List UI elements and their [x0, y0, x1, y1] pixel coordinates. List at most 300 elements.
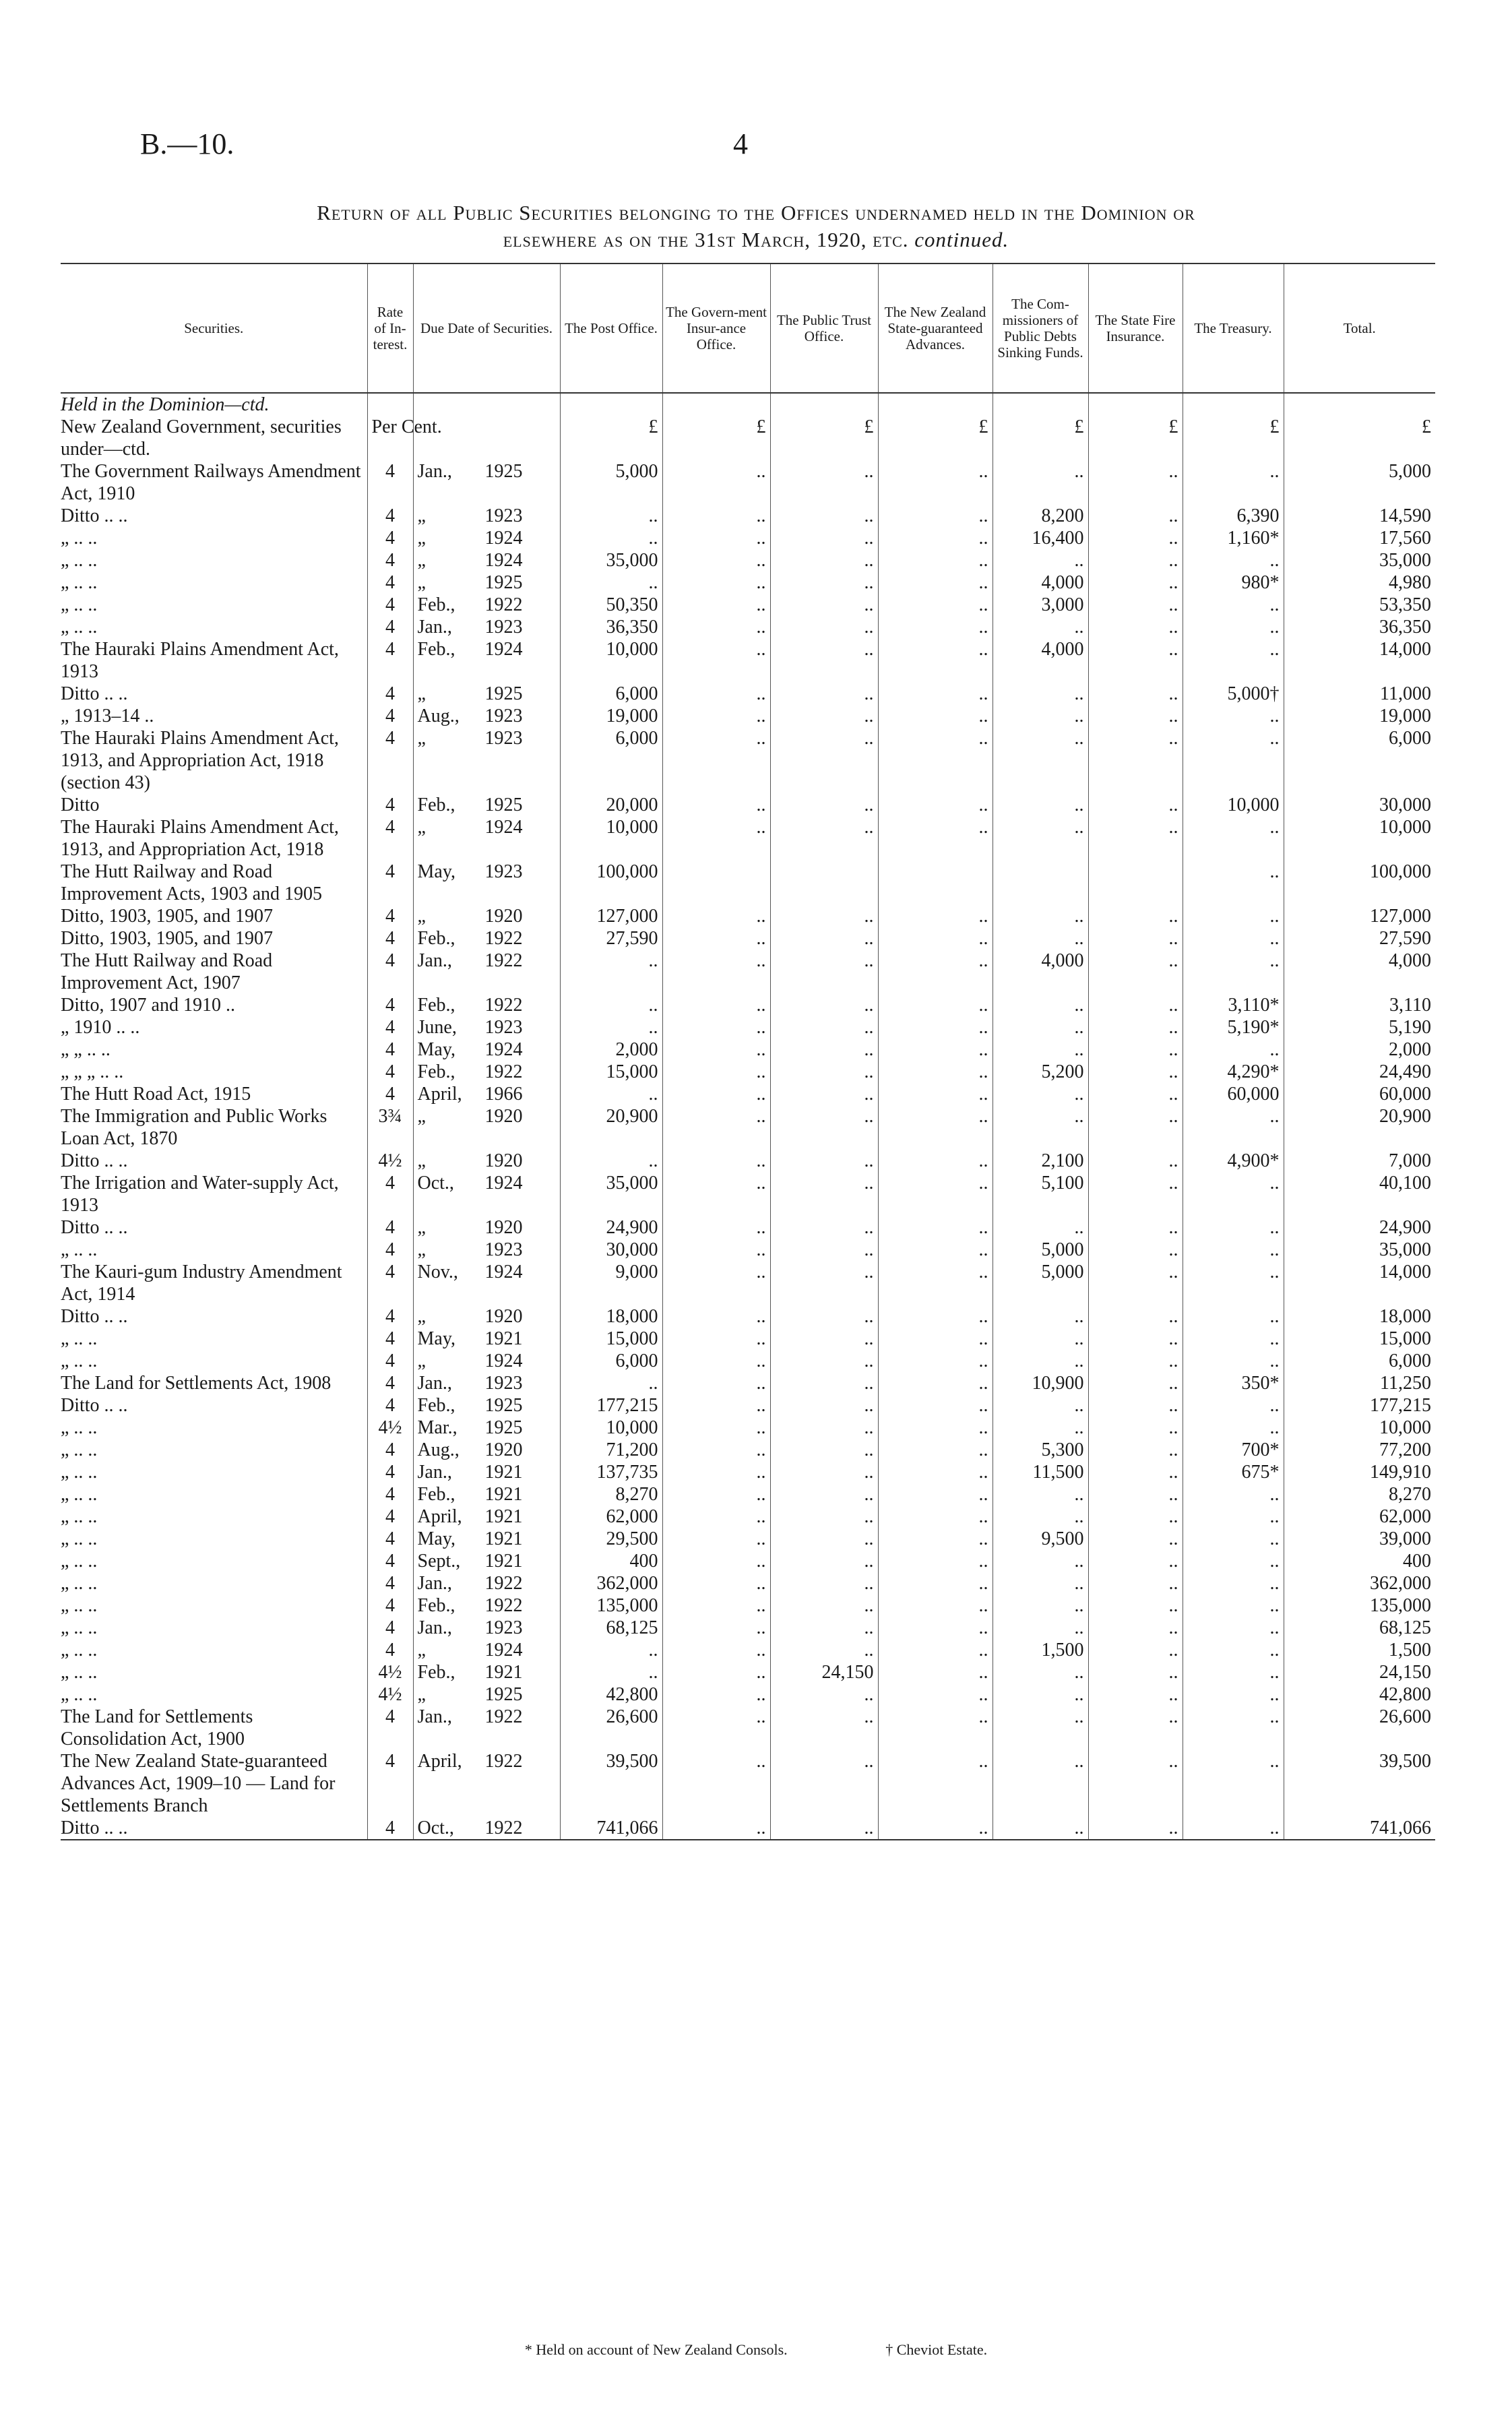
cell-public-trust: .. — [770, 927, 878, 950]
cell-due-date — [413, 1150, 560, 1172]
cell-public-trust: 24,150 — [770, 1661, 878, 1683]
cell-rate: 4 — [367, 1750, 413, 1817]
cell-state-fire: .. — [1088, 1350, 1183, 1372]
cell-total: 5,000 — [1284, 460, 1435, 505]
cell-treasury: 6,390 — [1183, 505, 1284, 527]
cell-total: 15,000 — [1284, 1328, 1435, 1350]
cell-total: 11,000 — [1284, 683, 1435, 705]
due-year: 1925 — [484, 1684, 523, 1705]
cell-security: „ .. .. — [61, 594, 98, 615]
cell-state-advances — [878, 393, 993, 416]
due-year: 1923 — [484, 1617, 523, 1638]
cell-security: „ .. .. — [61, 1328, 98, 1349]
cell-state-advances: .. — [878, 1706, 993, 1750]
cell-public-trust: .. — [770, 727, 878, 794]
table-row — [61, 1105, 1435, 1150]
cell-post-office: £ — [560, 416, 662, 460]
cell-total: 4,000 — [1284, 950, 1435, 994]
col-header-total: Total. — [1284, 263, 1435, 393]
cell-total: 14,000 — [1284, 1261, 1435, 1305]
due-month: Feb., — [417, 1595, 455, 1616]
due-year: 1922 — [484, 928, 523, 949]
cell-state-fire: .. — [1088, 1083, 1183, 1105]
cell-due-date — [413, 1417, 560, 1439]
cell-government-insurance: .. — [662, 1372, 770, 1394]
cell-state-fire: .. — [1088, 1150, 1183, 1172]
cell-treasury: .. — [1183, 1216, 1284, 1239]
cell-total — [1284, 393, 1435, 416]
cell-rate: 4 — [367, 527, 413, 549]
cell-government-insurance: .. — [662, 1417, 770, 1439]
cell-state-fire: .. — [1088, 616, 1183, 638]
cell-public-trust: .. — [770, 794, 878, 816]
cell-security: Ditto .. .. — [61, 1217, 128, 1238]
cell-security: The Kauri-gum Industry Amendment Act, 1914 — [61, 1262, 342, 1305]
cell-state-advances: .. — [878, 1528, 993, 1550]
cell-public-trust — [770, 393, 878, 416]
cell-government-insurance: .. — [662, 1061, 770, 1083]
cell-state-advances: .. — [878, 1417, 993, 1439]
cell-due-date — [413, 1572, 560, 1594]
cell-public-trust: .. — [770, 1550, 878, 1572]
cell-rate: 4 — [367, 1328, 413, 1350]
cell-state-fire: .. — [1088, 638, 1183, 683]
due-year: 1925 — [484, 795, 523, 815]
cell-sinking-funds: .. — [993, 905, 1088, 927]
cell-government-insurance: .. — [662, 571, 770, 594]
cell-total: 35,000 — [1284, 1239, 1435, 1261]
cell-security: „ 1913–14 .. — [61, 706, 154, 726]
cell-sinking-funds: .. — [993, 705, 1088, 727]
table-row — [61, 927, 1435, 950]
cell-due-date — [413, 571, 560, 594]
cell-rate: 4½ — [367, 1417, 413, 1439]
cell-due-date — [413, 1528, 560, 1550]
document-title — [40, 199, 1472, 253]
cell-government-insurance: .. — [662, 816, 770, 861]
cell-security: Ditto, 1903, 1905, and 1907 — [61, 906, 273, 927]
due-year: 1921 — [484, 1328, 523, 1349]
cell-public-trust: .. — [770, 1372, 878, 1394]
cell-state-advances: .. — [878, 1083, 993, 1105]
table-row — [61, 1061, 1435, 1083]
cell-sinking-funds: .. — [993, 1038, 1088, 1061]
table-row — [61, 705, 1435, 727]
due-year: 1920 — [484, 906, 523, 927]
cell-government-insurance: .. — [662, 1394, 770, 1417]
table-row — [61, 1350, 1435, 1372]
due-month: April, — [417, 1084, 462, 1105]
due-year: 1922 — [484, 1573, 523, 1594]
table-row — [61, 1083, 1435, 1105]
cell-state-fire: .. — [1088, 727, 1183, 794]
cell-total: 5,190 — [1284, 1016, 1435, 1038]
cell-government-insurance: .. — [662, 1661, 770, 1683]
cell-due-date — [413, 460, 560, 505]
due-year: 1923 — [484, 1373, 523, 1394]
cell-rate: 4 — [367, 1594, 413, 1617]
due-month: Feb., — [417, 995, 455, 1016]
cell-government-insurance: .. — [662, 1083, 770, 1105]
due-month: „ — [417, 1351, 426, 1371]
table-row — [61, 416, 1435, 460]
table-row — [61, 616, 1435, 638]
table-row — [61, 638, 1435, 683]
cell-public-trust: .. — [770, 1817, 878, 1840]
cell-state-fire: .. — [1088, 1594, 1183, 1617]
cell-post-office: .. — [560, 505, 662, 527]
due-year: 1924 — [484, 1039, 523, 1060]
cell-state-advances: .. — [878, 683, 993, 705]
table-row — [61, 1594, 1435, 1617]
cell-due-date — [413, 416, 560, 460]
cell-treasury: .. — [1183, 1528, 1284, 1550]
due-year: 1923 — [484, 706, 523, 726]
cell-government-insurance: .. — [662, 1038, 770, 1061]
cell-post-office: .. — [560, 1150, 662, 1172]
table-row — [61, 1706, 1435, 1750]
cell-state-fire: .. — [1088, 1061, 1183, 1083]
due-year: 1922 — [484, 950, 523, 971]
cell-treasury — [1183, 393, 1284, 416]
cell-total: 30,000 — [1284, 794, 1435, 816]
cell-public-trust: .. — [770, 950, 878, 994]
cell-post-office: 177,215 — [560, 1394, 662, 1417]
table-row — [61, 950, 1435, 994]
cell-treasury: .. — [1183, 1572, 1284, 1594]
cell-post-office: 27,590 — [560, 927, 662, 950]
cell-sinking-funds: 11,500 — [993, 1461, 1088, 1483]
cell-rate: 4 — [367, 1216, 413, 1239]
cell-government-insurance: .. — [662, 1461, 770, 1483]
cell-due-date — [413, 705, 560, 727]
cell-security: „ .. .. — [61, 1573, 98, 1594]
due-month: Feb., — [417, 1484, 455, 1505]
cell-security: Ditto, 1907 and 1910 .. — [61, 995, 235, 1016]
cell-treasury: .. — [1183, 1417, 1284, 1439]
due-month: „ — [417, 817, 426, 838]
cell-rate — [367, 393, 413, 416]
due-year: 1921 — [484, 1528, 523, 1549]
due-month: April, — [417, 1506, 462, 1527]
cell-total: 177,215 — [1284, 1394, 1435, 1417]
cell-post-office: 8,270 — [560, 1483, 662, 1506]
cell-state-fire: .. — [1088, 1305, 1183, 1328]
due-month: Nov., — [417, 1262, 458, 1282]
table-row — [61, 571, 1435, 594]
cell-total: 2,000 — [1284, 1038, 1435, 1061]
due-year: 1924 — [484, 1262, 523, 1282]
cell-security: The Hauraki Plains Amendment Act, 1913 — [61, 639, 339, 682]
cell-government-insurance: .. — [662, 1506, 770, 1528]
cell-rate: 4 — [367, 1172, 413, 1216]
cell-post-office: 127,000 — [560, 905, 662, 927]
cell-government-insurance: .. — [662, 950, 770, 994]
cell-public-trust: .. — [770, 994, 878, 1016]
cell-sinking-funds: 5,300 — [993, 1439, 1088, 1461]
cell-due-date — [413, 1328, 560, 1350]
cell-state-fire: .. — [1088, 505, 1183, 527]
cell-state-fire: .. — [1088, 950, 1183, 994]
cell-state-fire: .. — [1088, 1683, 1183, 1706]
cell-government-insurance: .. — [662, 1528, 770, 1550]
cell-rate: 4 — [367, 927, 413, 950]
cell-post-office: 20,900 — [560, 1105, 662, 1150]
cell-government-insurance: .. — [662, 505, 770, 527]
table-row — [61, 1439, 1435, 1461]
cell-government-insurance: .. — [662, 1150, 770, 1172]
cell-treasury: .. — [1183, 1661, 1284, 1683]
cell-state-advances: .. — [878, 794, 993, 816]
table-row — [61, 505, 1435, 527]
cell-public-trust: .. — [770, 616, 878, 638]
cell-treasury: .. — [1183, 927, 1284, 950]
cell-state-advances: .. — [878, 594, 993, 616]
cell-public-trust: .. — [770, 1105, 878, 1150]
cell-government-insurance: .. — [662, 1817, 770, 1840]
due-year: 1920 — [484, 1106, 523, 1127]
cell-treasury: .. — [1183, 1172, 1284, 1216]
cell-treasury: 1,160* — [1183, 527, 1284, 549]
cell-state-fire: .. — [1088, 1661, 1183, 1683]
col-header-securities: Securities. — [61, 263, 367, 393]
cell-post-office: 5,000 — [560, 460, 662, 505]
cell-sinking-funds: .. — [993, 1617, 1088, 1639]
cell-sinking-funds: .. — [993, 1394, 1088, 1417]
cell-treasury: 60,000 — [1183, 1083, 1284, 1105]
cell-post-office: 68,125 — [560, 1617, 662, 1639]
cell-due-date — [413, 1061, 560, 1083]
table-row — [61, 527, 1435, 549]
cell-rate: 4 — [367, 1083, 413, 1105]
cell-due-date — [413, 1683, 560, 1706]
cell-post-office: 741,066 — [560, 1817, 662, 1840]
cell-total: 11,250 — [1284, 1372, 1435, 1394]
cell-rate: 4 — [367, 1239, 413, 1261]
cell-sinking-funds: .. — [993, 460, 1088, 505]
cell-government-insurance: .. — [662, 1350, 770, 1372]
due-month: April, — [417, 1751, 462, 1772]
cell-security: The New Zealand State-guaranteed Advances Act, 1909–10 — Land for Settlements Branch — [61, 1751, 336, 1816]
cell-treasury: .. — [1183, 1506, 1284, 1528]
cell-security: The Hauraki Plains Amendment Act, 1913, and Appropriation Act, 1918 — [61, 817, 339, 860]
due-year: 1924 — [484, 1351, 523, 1371]
due-year: 1923 — [484, 1017, 523, 1038]
cell-rate: 4 — [367, 994, 413, 1016]
cell-rate: 4 — [367, 1550, 413, 1572]
cell-public-trust: .. — [770, 1150, 878, 1172]
cell-rate: 4 — [367, 616, 413, 638]
cell-public-trust: .. — [770, 1172, 878, 1216]
cell-due-date — [413, 1038, 560, 1061]
cell-security: „ .. .. — [61, 1662, 98, 1683]
due-month: „ — [417, 728, 426, 749]
cell-state-advances: .. — [878, 1550, 993, 1572]
due-month: May, — [417, 861, 456, 882]
table-row — [61, 1483, 1435, 1506]
cell-rate: 4 — [367, 1261, 413, 1305]
cell-state-fire: .. — [1088, 1216, 1183, 1239]
cell-post-office: 15,000 — [560, 1061, 662, 1083]
cell-due-date — [413, 927, 560, 950]
cell-rate: 4 — [367, 1639, 413, 1661]
cell-due-date — [413, 549, 560, 571]
cell-government-insurance — [662, 861, 770, 905]
due-month: Jan., — [417, 617, 452, 638]
cell-treasury: .. — [1183, 1706, 1284, 1750]
due-month: Feb., — [417, 1395, 455, 1416]
col-header-treasury: The Treasury. — [1183, 263, 1284, 393]
due-year: 1923 — [484, 728, 523, 749]
cell-state-fire: .. — [1088, 1506, 1183, 1528]
cell-post-office: .. — [560, 1372, 662, 1394]
cell-due-date — [413, 1439, 560, 1461]
cell-post-office: 26,600 — [560, 1706, 662, 1750]
cell-rate: 4 — [367, 1350, 413, 1372]
cell-security: Held in the Dominion—ctd. — [61, 394, 270, 415]
cell-rate: 4 — [367, 1706, 413, 1750]
cell-treasury: 980* — [1183, 571, 1284, 594]
cell-public-trust: .. — [770, 1506, 878, 1528]
table-row — [61, 1617, 1435, 1639]
cell-treasury: 5,190* — [1183, 1016, 1284, 1038]
due-month: Mar., — [417, 1417, 458, 1438]
cell-government-insurance: £ — [662, 416, 770, 460]
page-header — [140, 127, 1400, 167]
col-header-post-office: The Post Office. — [560, 263, 662, 393]
table-row — [61, 1305, 1435, 1328]
cell-post-office: .. — [560, 571, 662, 594]
cell-sinking-funds: .. — [993, 1506, 1088, 1528]
cell-post-office: 29,500 — [560, 1528, 662, 1550]
cell-due-date — [413, 1105, 560, 1150]
due-year: 1922 — [484, 1706, 523, 1727]
cell-state-advances: .. — [878, 1506, 993, 1528]
table-body — [61, 393, 1435, 1840]
cell-total: 362,000 — [1284, 1572, 1435, 1594]
cell-total: 4,980 — [1284, 571, 1435, 594]
due-month: May, — [417, 1528, 456, 1549]
cell-total: 35,000 — [1284, 549, 1435, 571]
cell-government-insurance: .. — [662, 1216, 770, 1239]
table-row — [61, 1639, 1435, 1661]
cell-sinking-funds: .. — [993, 1550, 1088, 1572]
cell-post-office: 39,500 — [560, 1750, 662, 1817]
table-row — [61, 1038, 1435, 1061]
cell-sinking-funds: .. — [993, 1483, 1088, 1506]
cell-rate: 4½ — [367, 1683, 413, 1706]
cell-rate: 4 — [367, 1016, 413, 1038]
cell-rate: 4 — [367, 1305, 413, 1328]
cell-total: 149,910 — [1284, 1461, 1435, 1483]
cell-sinking-funds: .. — [993, 816, 1088, 861]
cell-government-insurance: .. — [662, 1261, 770, 1305]
cell-security: The Hutt Road Act, 1915 — [61, 1084, 251, 1105]
cell-state-fire: .. — [1088, 1461, 1183, 1483]
due-year: 1925 — [484, 461, 523, 482]
cell-public-trust: .. — [770, 1572, 878, 1594]
cell-security: Ditto .. .. — [61, 1306, 128, 1327]
cell-state-advances: .. — [878, 927, 993, 950]
cell-post-office: 10,000 — [560, 1417, 662, 1439]
cell-government-insurance: .. — [662, 1328, 770, 1350]
cell-due-date — [413, 1550, 560, 1572]
table-row — [61, 1261, 1435, 1305]
cell-due-date — [413, 1706, 560, 1750]
cell-sinking-funds: .. — [993, 1706, 1088, 1750]
due-month: Feb., — [417, 928, 455, 949]
cell-treasury: .. — [1183, 905, 1284, 927]
cell-public-trust: .. — [770, 816, 878, 861]
due-month: „ — [417, 505, 426, 526]
due-month: „ — [417, 1150, 426, 1171]
cell-due-date — [413, 1483, 560, 1506]
cell-government-insurance: .. — [662, 905, 770, 927]
cell-total: 14,590 — [1284, 505, 1435, 527]
due-year: 1966 — [484, 1084, 523, 1105]
due-year: 1922 — [484, 1751, 523, 1772]
cell-sinking-funds: 4,000 — [993, 638, 1088, 683]
cell-state-advances: .. — [878, 1817, 993, 1840]
cell-treasury: .. — [1183, 1483, 1284, 1506]
cell-state-fire: .. — [1088, 571, 1183, 594]
cell-state-fire: .. — [1088, 594, 1183, 616]
cell-government-insurance: .. — [662, 1706, 770, 1750]
cell-post-office — [560, 393, 662, 416]
cell-due-date — [413, 1750, 560, 1817]
cell-state-advances: .. — [878, 1683, 993, 1706]
cell-state-fire: .. — [1088, 794, 1183, 816]
table-row — [61, 727, 1435, 794]
cell-rate: 4 — [367, 1372, 413, 1394]
table-row — [61, 1172, 1435, 1216]
cell-government-insurance: .. — [662, 1639, 770, 1661]
cell-government-insurance: .. — [662, 1239, 770, 1261]
cell-treasury: .. — [1183, 1394, 1284, 1417]
cell-due-date — [413, 527, 560, 549]
cell-sinking-funds: .. — [993, 549, 1088, 571]
cell-post-office: 362,000 — [560, 1572, 662, 1594]
cell-total: 36,350 — [1284, 616, 1435, 638]
cell-post-office: 18,000 — [560, 1305, 662, 1328]
page-number: 4 — [733, 127, 748, 160]
cell-rate: 4 — [367, 571, 413, 594]
cell-government-insurance: .. — [662, 727, 770, 794]
cell-security: „ .. .. — [61, 1351, 98, 1371]
cell-public-trust: .. — [770, 1083, 878, 1105]
cell-state-fire: .. — [1088, 1038, 1183, 1061]
cell-government-insurance: .. — [662, 1105, 770, 1150]
cell-state-advances: .. — [878, 1105, 993, 1150]
cell-sinking-funds: .. — [993, 616, 1088, 638]
due-month: Jan., — [417, 1573, 452, 1594]
cell-post-office: 71,200 — [560, 1439, 662, 1461]
due-year: 1924 — [484, 639, 523, 660]
cell-sinking-funds: .. — [993, 927, 1088, 950]
cell-rate: 4 — [367, 1572, 413, 1594]
cell-public-trust: .. — [770, 638, 878, 683]
cell-government-insurance: .. — [662, 1572, 770, 1594]
cell-treasury: 10,000 — [1183, 794, 1284, 816]
cell-public-trust: .. — [770, 1683, 878, 1706]
cell-public-trust: .. — [770, 683, 878, 705]
page-code: B.—10. — [140, 127, 234, 160]
cell-government-insurance: .. — [662, 927, 770, 950]
cell-public-trust: .. — [770, 1417, 878, 1439]
cell-total: 62,000 — [1284, 1506, 1435, 1528]
footnote-star: * Held on account of New Zealand Consols. — [524, 2341, 788, 2358]
cell-rate: Per Cent. — [367, 416, 413, 460]
